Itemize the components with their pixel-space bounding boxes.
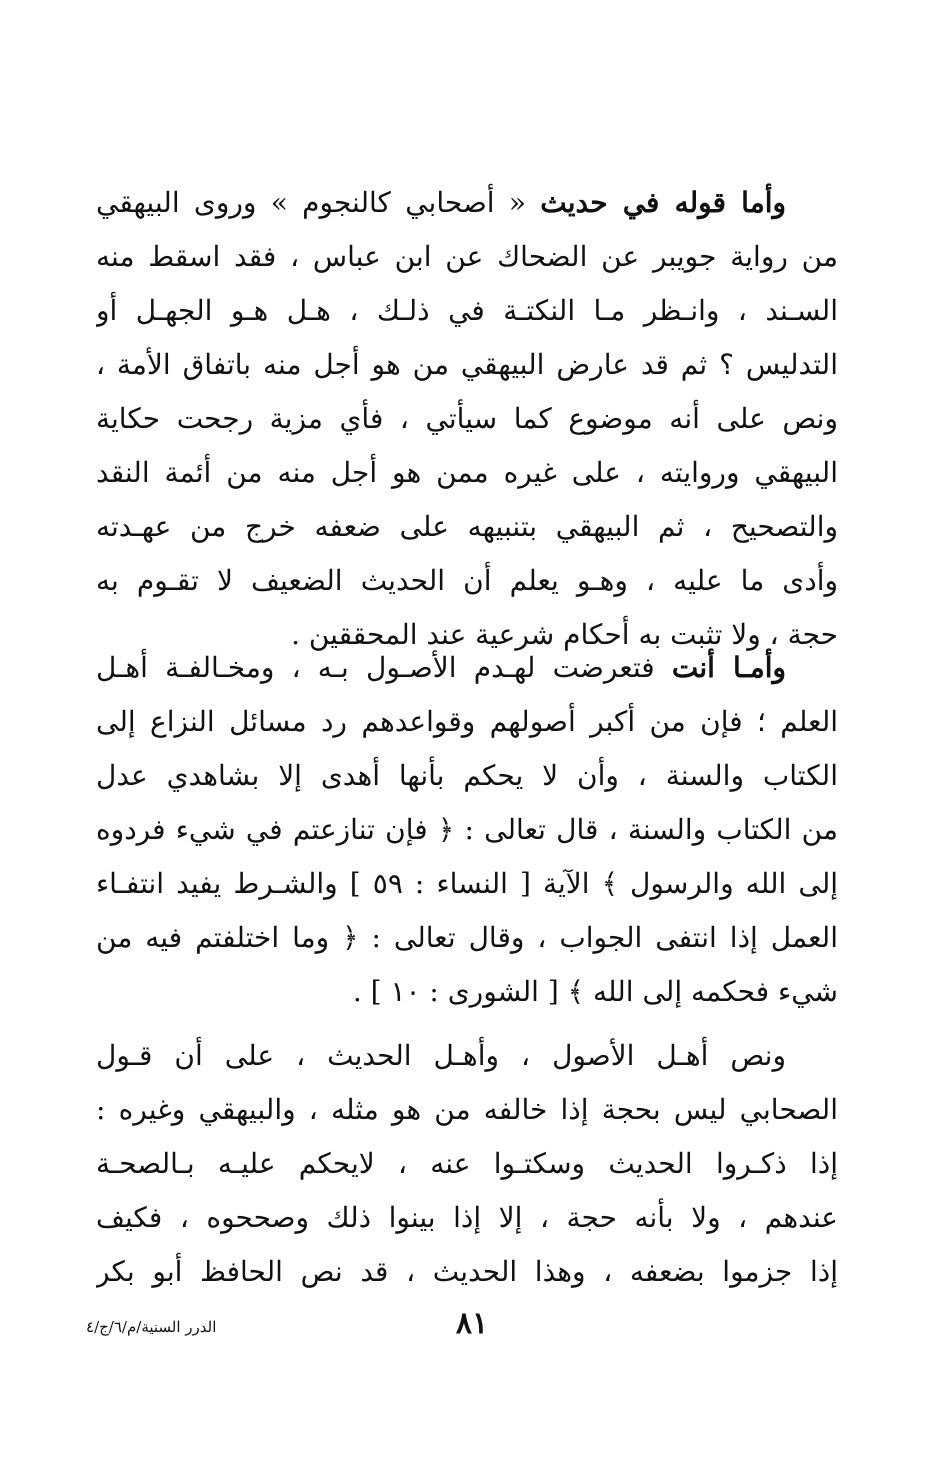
text-line: الصحابي ليس بحجة إذا خالفه من هو مثله ، والبيهقي وغيره : (96, 1093, 838, 1126)
text-line: وأدى ما عليه ، وهـو يعلم أن الحديث الضعيف لا تقـوم به (96, 564, 838, 597)
text-line: والتصحيح ، ثم البيهقي بتنبيهه على ضعفه خرج من عهـدته (96, 510, 838, 543)
text-line: العلم ؛ فإن من أكبر أصولهم وقواعدهم رد مسائل النزاع إلى (96, 705, 838, 738)
paragraph-1 (96, 176, 838, 662)
text-line: التدليس ؟ ثم قد عارض البيهقي من هو أجل منه باتفاق الأمة ، (96, 348, 838, 381)
text-line: عندهم ، ولا بأنه حجة ، إلا إذا بينوا ذلك وصححوه ، فكيف (96, 1201, 838, 1234)
paragraph-2 (96, 641, 838, 1019)
text-line: وأمـا أنت فتعرضت لهـدم الأصـول بـه ، ومخـالفـة أهـل (96, 651, 786, 684)
bold-lead: وأمـا أنت (671, 651, 786, 684)
text-line: إذا جزموا بضعفه ، وهذا الحديث ، قد نص الحافظ أبو بكر (96, 1255, 838, 1288)
text-line: حجة ، ولا تثبت به أحكام شرعية عند المحققين . (291, 618, 838, 651)
text-line: ونص أهـل الأصول ، وأهـل الحديث ، على أن قـول (96, 1039, 786, 1072)
text-line: وأما قوله في حديث « أصحابي كالنجوم » وروى البيهقي (96, 186, 786, 219)
text-line: ونص على أنه موضوع كما سيأتي ، فأي مزية رجحت حكاية (96, 402, 838, 435)
text-line: من رواية جويبر عن الضحاك عن ابن عباس ، فقد اسقط منه (96, 240, 838, 273)
paragraph-3 (96, 1029, 838, 1299)
text-line: السـند ، وانـظر مـا النكتـة في ذلـك ، هـل هـو الجهـل أو (96, 294, 838, 327)
text-line: إلى الله والرسول ﴾ الآية [ النساء : ٥٩ ] والشـرط يفيد انتفـاء (96, 867, 838, 900)
text-line: من الكتاب والسنة ، قال تعالى : ﴿ فإن تنازعتم في شيء فردوه (96, 813, 838, 846)
page-number: ٨١ (455, 1306, 489, 1341)
text-line: العمل إذا انتفى الجواب ، وقال تعالى : ﴿ وما اختلفتم فيه من (96, 921, 838, 954)
text-line: شيء فحكمه إلى الله ﴾ [ الشورى : ١٠ ] . (352, 975, 838, 1008)
bold-lead: وأما قوله في حديث (540, 186, 786, 219)
text-line: البيهقي وروايته ، على غيره ممن هو أجل منه من أئمة النقد (96, 456, 838, 489)
footer-reference: الدرر السنية/م/٦/ج/٤ (86, 1318, 217, 1336)
text-line: إذا ذكـروا الحديث وسكتـوا عنه ، لايحكم عليـه بـالصحـة (96, 1147, 838, 1180)
text-line: الكتاب والسنة ، وأن لا يحكم بأنها أهدى إلا بشاهدي عدل (96, 759, 838, 792)
